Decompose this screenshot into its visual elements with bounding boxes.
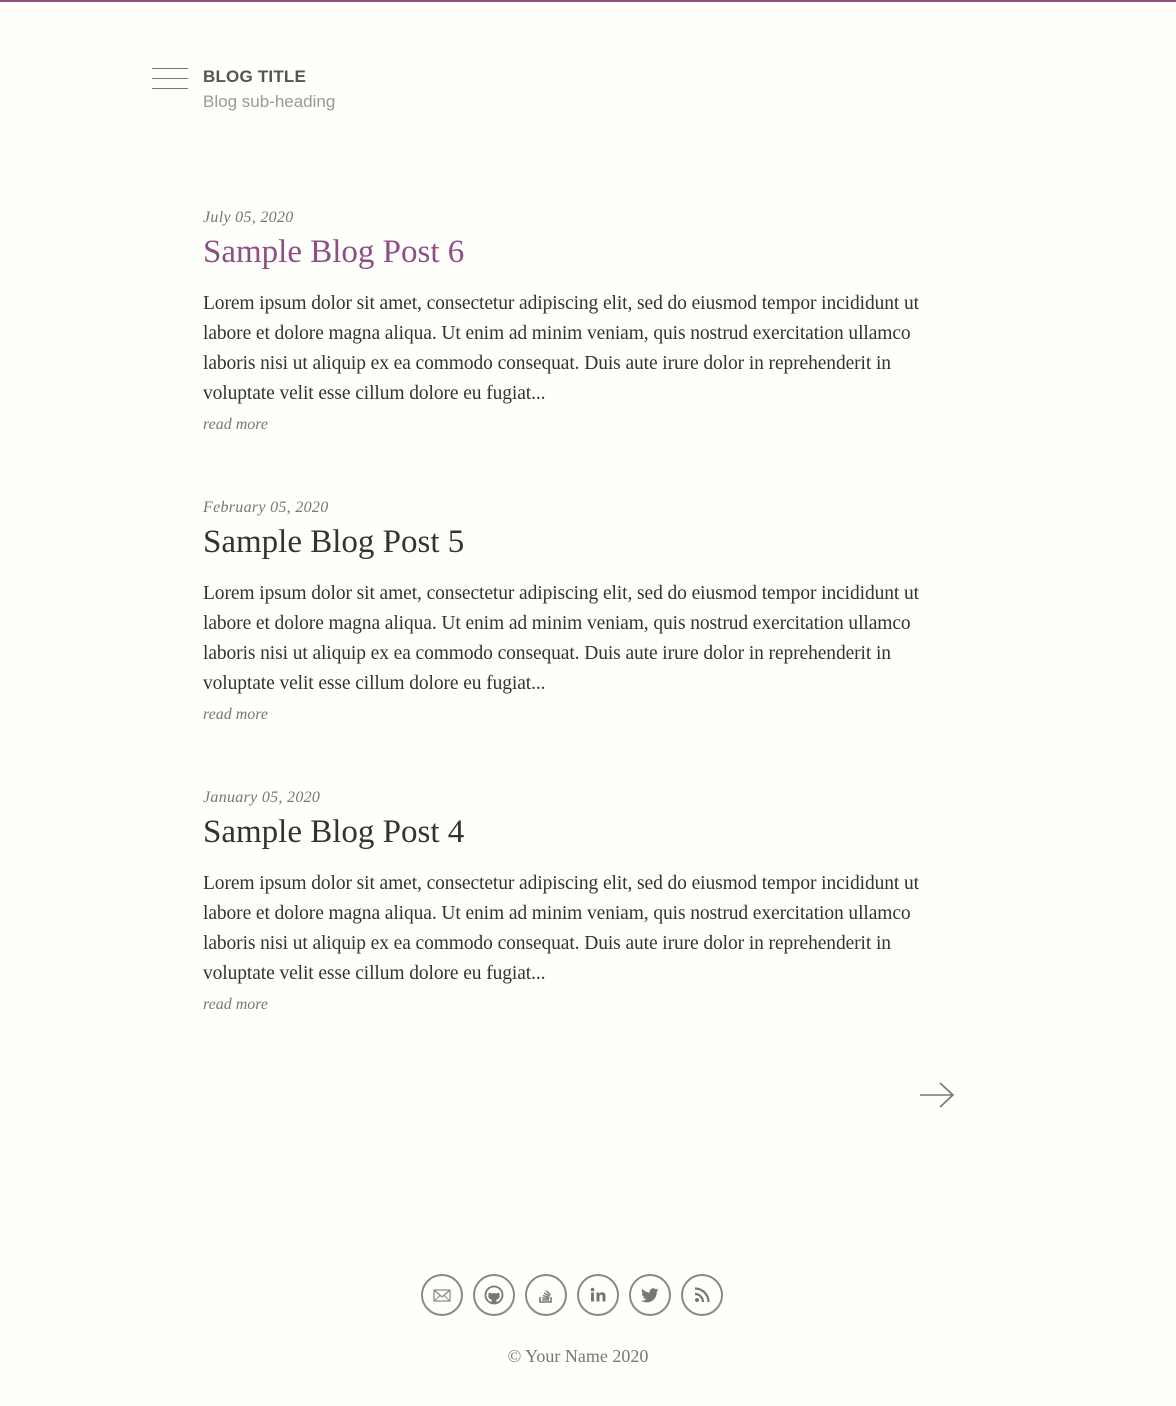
post-excerpt: Lorem ipsum dolor sit amet, consectetur adipiscing elit, sed do eiusmod tempor incididunt ut labore et dolore magna aliqua. Ut enim ad minim veniam, quis nostrud exercitation ullamco laboris nisi ut aliquip ex ea commodo consequat. Duis aute irure dolor in reprehenderit in voluptate velit esse cillum dolore eu fugiat... [203,873,919,984]
post-excerpt: Lorem ipsum dolor sit amet, consectetur adipiscing elit, sed do eiusmod tempor incididunt ut labore et dolore magna aliqua. Ut enim ad minim veniam, quis nostrud exercitation ullamco laboris nisi ut aliquip ex ea commodo consequat. Duis aute irure dolor in reprehenderit in voluptate velit esse cillum dolore eu fugiat... [203,293,919,404]
post-title-link[interactable]: Sample Blog Post 6 [203,234,465,270]
post-excerpt: Lorem ipsum dolor sit amet, consectetur adipiscing elit, sed do eiusmod tempor incididunt ut labore et dolore magna aliqua. Ut enim ad minim veniam, quis nostrud exercitation ullamco laboris nisi ut aliquip ex ea commodo consequat. Duis aute irure dolor in reprehenderit in voluptate velit esse cillum dolore eu fugiat... [203,583,919,694]
copyright: © Your Name 2020 [507,1346,649,1366]
twitter-icon[interactable] [629,1274,671,1316]
rss-icon[interactable] [681,1274,723,1316]
post-item [203,500,963,724]
next-page-arrow-icon[interactable] [918,1080,956,1110]
github-icon[interactable] [473,1274,515,1316]
read-more-link[interactable]: read more [203,416,269,433]
site-header [152,62,335,112]
post-title-link[interactable]: Sample Blog Post 5 [203,524,465,560]
post-item [203,790,963,1014]
menu-line [152,88,188,89]
arrow-right-icon [918,1080,956,1110]
social-links [421,1274,723,1316]
read-more-link[interactable]: read more [203,996,269,1013]
read-more-link[interactable]: read more [203,706,269,723]
blog-subheading: Blog sub-heading [203,92,336,111]
post-date: February 05, 2020 [203,499,329,516]
post-date: January 05, 2020 [203,789,321,806]
post-title-link[interactable]: Sample Blog Post 4 [203,814,465,850]
stackoverflow-icon[interactable] [525,1274,567,1316]
menu-line [152,78,188,79]
blog-title[interactable]: BLOG TITLE [203,67,307,86]
brand [203,62,335,112]
hamburger-menu-icon[interactable] [152,68,188,94]
menu-line [152,68,188,69]
post-date: July 05, 2020 [203,209,294,226]
linkedin-icon[interactable] [577,1274,619,1316]
mail-icon[interactable] [421,1274,463,1316]
post-item [203,210,963,434]
